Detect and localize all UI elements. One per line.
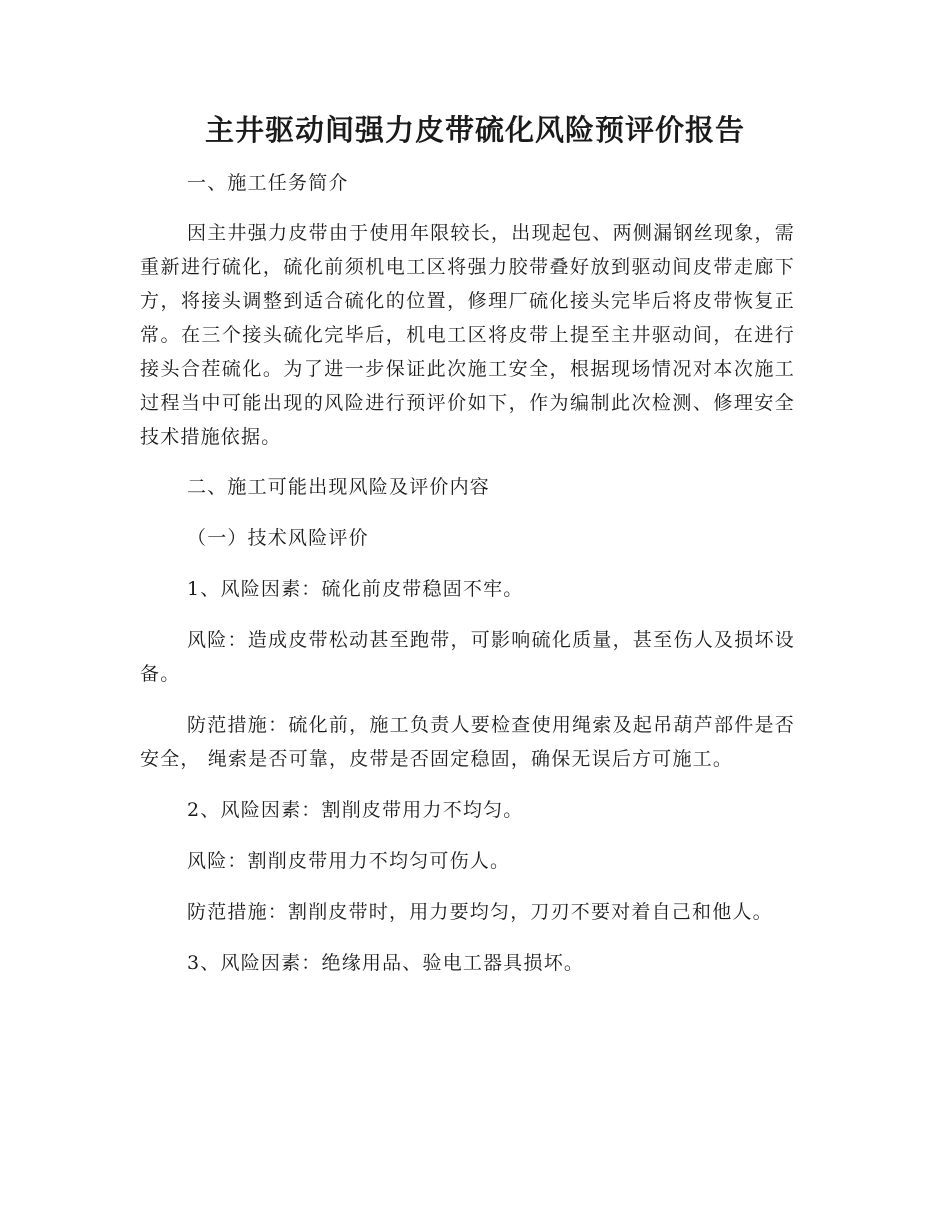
risk-1: 风险：造成皮带松动甚至跑带，可影响硫化质量，甚至伤人及损坏设备。 bbox=[140, 629, 795, 685]
task-summary-paragraph: 因主井强力皮带由于使用年限较长，出现起包、两侧漏钢丝现象，需重新进行硫化，硫化前须机电工区将强力胶带叠好放到驱动间皮带走廊下方，将接头调整到适合硫化的位置，修理厂硫化接头完毕后将皮带恢复正常。在三个接头硫化完毕后，机电工区将皮带上提至主井驱动间，在进行接头合茬硫化。为了进一步保证此次施工安全，根据现场情况对本次施工过程当中可能出现的风险进行预评价如下，作为编制此次检测、修理安全技术措施依据。 bbox=[140, 222, 795, 448]
risk-factor-3: 3、风险因素：绝缘用品、验电工器具损坏。 bbox=[187, 952, 585, 974]
subsection-heading-technical: （一）技术风险评价 bbox=[187, 527, 369, 549]
prevention-2: 防范措施：割削皮带时，用力要均匀，刀刃不要对着自己和他人。 bbox=[187, 901, 773, 923]
section-heading-1: 一、施工任务简介 bbox=[187, 172, 349, 194]
risk-factor-1: 1、风险因素：硫化前皮带稳固不牢。 bbox=[187, 578, 524, 600]
document-body bbox=[140, 166, 795, 980]
section-heading-2: 二、施工可能出现风险及评价内容 bbox=[187, 476, 491, 498]
risk-factor-2: 2、风险因素：割削皮带用力不均匀。 bbox=[187, 799, 524, 821]
risk-2: 风险：割削皮带用力不均匀可伤人。 bbox=[187, 850, 511, 872]
document-title: 主井驱动间强力皮带硫化风险预评价报告 bbox=[204, 113, 745, 147]
prevention-1: 防范措施：硫化前，施工负责人要检查使用绳索及起吊葫芦部件是否安全， 绳索是否可靠，皮带是否固定稳固，确保无误后方可施工。 bbox=[140, 714, 795, 770]
